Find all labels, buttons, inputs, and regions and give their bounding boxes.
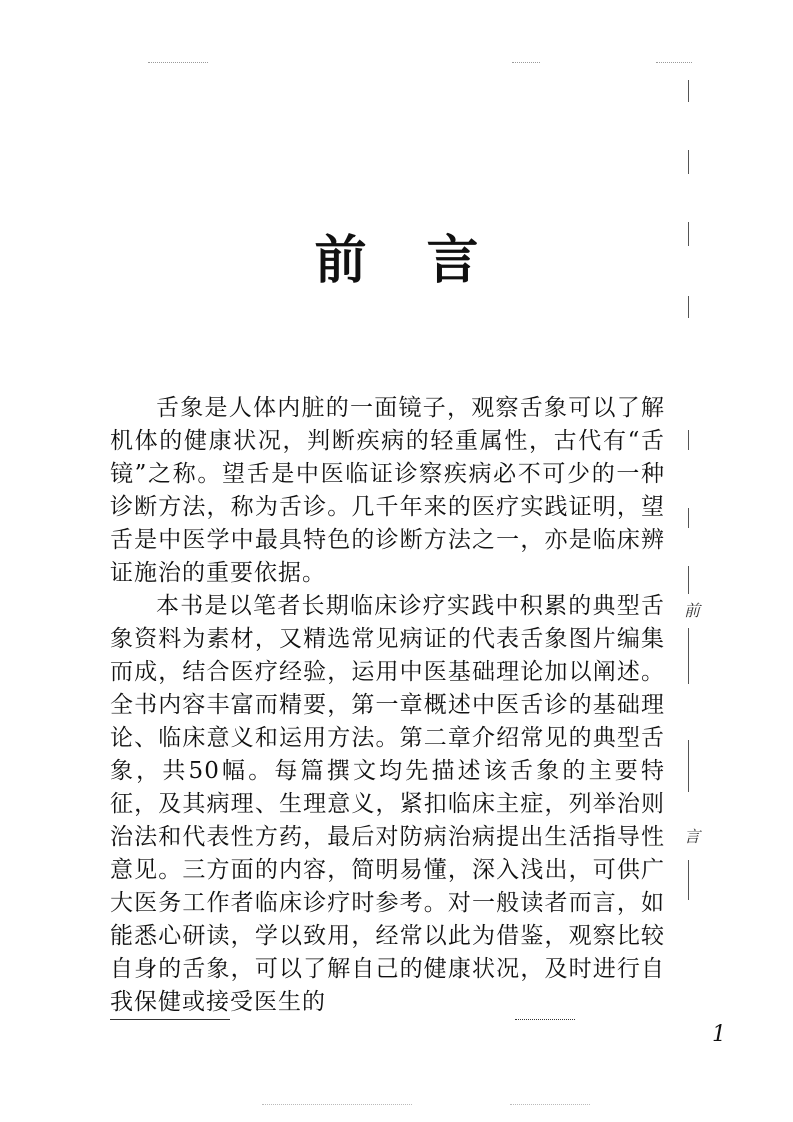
margin-header-qian: 前: [684, 601, 701, 620]
paragraph-1: 舌象是人体内脏的一面镜子，观察舌象可以了解机体的健康状况，判断疾病的轻重属性，古代有“舌镜”之称。望舌是中医临证诊察疾病必不可少的一种诊断方法，称为舌诊。几千年来的医疗实践证明，望舌是中医学中最具特色的诊断方法之一，亦是临床辨证施治的重要依据。: [110, 395, 665, 586]
footer-rule-left: [110, 1019, 230, 1020]
header-rule-1: [148, 62, 208, 63]
margin-rule-1: [688, 80, 689, 102]
margin-header-yan: 言: [684, 827, 701, 846]
header-rule-2: [512, 62, 540, 63]
page-number: 1: [712, 1022, 726, 1047]
margin-rule-10: [688, 860, 689, 900]
footer-ghost-2: [510, 1104, 590, 1105]
footer-rule-right: [515, 1019, 575, 1020]
margin-rule-8: [688, 628, 689, 684]
page-title: 前言: [314, 231, 539, 291]
margin-rule-7: [688, 566, 689, 594]
margin-rule-5: [688, 430, 689, 450]
footer-ghost-1: [262, 1104, 412, 1105]
margin-rule-9: [688, 740, 689, 792]
header-rule-3: [656, 62, 692, 63]
margin-rule-4: [688, 296, 689, 318]
preface-body: [110, 392, 665, 1019]
margin-rule-6: [688, 508, 689, 528]
paragraph-2: 本书是以笔者长期临床诊疗实践中积累的典型舌象资料为素材，又精选常见病证的代表舌象图片编集而成，结合医疗经验，运用中医基础理论加以阐述。全书内容丰富而精要，第一章概述中医舌诊的基础理论、临床意义和运用方法。第二章介绍常见的典型舌象，共50幅。每篇撰文均先描述该舌象的主要特征，及其病理、生理意义，紧扣临床主症，列举治则治法和代表性方药，最后对防病治病提出生活指导性意见。三方面的内容，简明易懂，深入浅出，可供广大医务工作者临床诊疗时参考。对一般读者而言，如能悉心研读，学以致用，经常以此为借鉴，观察比较自身的舌象，可以了解自己的健康状况，及时进行自我保健或接受医生的: [110, 593, 665, 1015]
margin-rule-2: [688, 150, 689, 174]
